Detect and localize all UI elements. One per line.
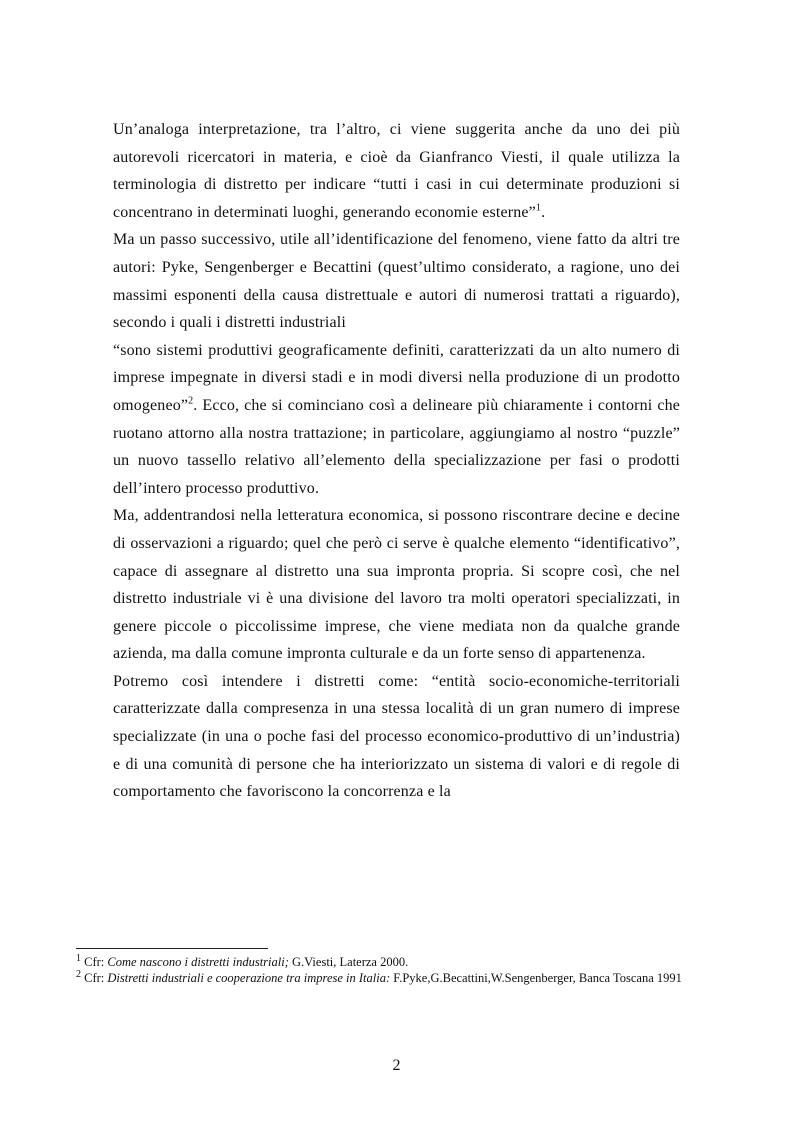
- body-text: [113, 116, 680, 806]
- footnote-2-prefix: Cfr:: [81, 970, 108, 985]
- footnote-2: [76, 968, 718, 987]
- footnote-1-title: Come nascono i distretti industriali;: [107, 955, 289, 969]
- footnote-ref-1[interactable]: 1: [535, 202, 542, 214]
- paragraph-3: [113, 337, 680, 503]
- footnote-divider: [76, 948, 268, 949]
- paragraph-3-text: “sono sistemi produttivi geograficamente definiti, caratterizzati da un alto numero di imprese impegnate in diversi stadi e in modi diversi nella produzione di un prodotto omogeneo”: [113, 341, 680, 414]
- paragraph-4: [113, 502, 680, 668]
- footnotes: [76, 952, 718, 986]
- paragraph-2: [113, 226, 680, 336]
- footnote-1-marker: 1: [76, 952, 81, 964]
- paragraph-1-tail: .: [541, 203, 546, 221]
- page-number: 2: [392, 1057, 401, 1074]
- paragraph-5-text: Potremo così intendere i distretti come: “entità socio-economiche-territoriali caratterizzate dalla compresenza in una stessa località di un gran numero di imprese specializzate (in una o poche fasi del processo economico-produttivo di un’industria) e di una comunità di persone che ha interiorizzato un sistema di valori e di regole di comportamento che favoriscono la concorrenza e la: [113, 672, 680, 801]
- footnote-2-title: Distretti industriali e cooperazione tra imprese in Italia:: [107, 970, 391, 985]
- footnote-1: [76, 952, 718, 971]
- footnote-1-prefix: Cfr:: [81, 955, 108, 969]
- paragraph-4-text: Ma, addentrandosi nella letteratura economica, si possono riscontrare decine e decine di osservazioni a riguardo; quel che però ci serve è qualche elemento “identificativo”, capace di assegnare al distretto una sua impronta propria. Si scopre così, che nel distretto industriale vi è una divisione del lavoro tra molti operatori specializzati, in genere piccole o piccolissime imprese, che viene mediata non da qualche grande azienda, ma dalla comune impronta culturale e da un forte senso di appartenenza.: [113, 507, 680, 663]
- paragraph-3-tail: . Ecco, che si cominciano così a delineare più chiaramente i contorni che ruotano attorno alla nostra trattazione; in particolare, aggiungiamo al nostro “puzzle” un nuovo tassello relativo all’elemento della specializzazione per fasi o prodotti dell’intero processo produttivo.: [113, 396, 680, 497]
- paragraph-1: [113, 116, 680, 226]
- paragraph-2-text: Ma un passo successivo, utile all’identificazione del fenomeno, viene fatto da altri tre autori: Pyke, Sengenberger e Becattini (quest’ultimo considerato, a ragione, uno dei massimi esponenti della causa distrettuale e autori di numerosi trattati a riguardo), secondo i quali i distretti industriali: [113, 231, 680, 332]
- footnote-ref-2[interactable]: 2: [188, 395, 194, 407]
- paragraph-5: [113, 668, 680, 806]
- paragraph-1-text: Un’analoga interpretazione, tra l’altro, ci viene suggerita anche da uno dei più autorevoli ricercatori in materia, e cioè da Gianfranco Viesti, il quale utilizza la terminologia di distretto per indicare “tutti i casi in cui determinate produzioni si concentrano in determinati luoghi, generando economie esterne”: [113, 121, 680, 221]
- footnote-2-rest: F.Pyke,G.Becattini,W.Sengenberger, Banca Toscana 1991: [390, 970, 682, 985]
- footnote-2-marker: 2: [76, 968, 81, 980]
- footnote-1-rest: G.Viesti, Laterza 2000.: [288, 955, 409, 969]
